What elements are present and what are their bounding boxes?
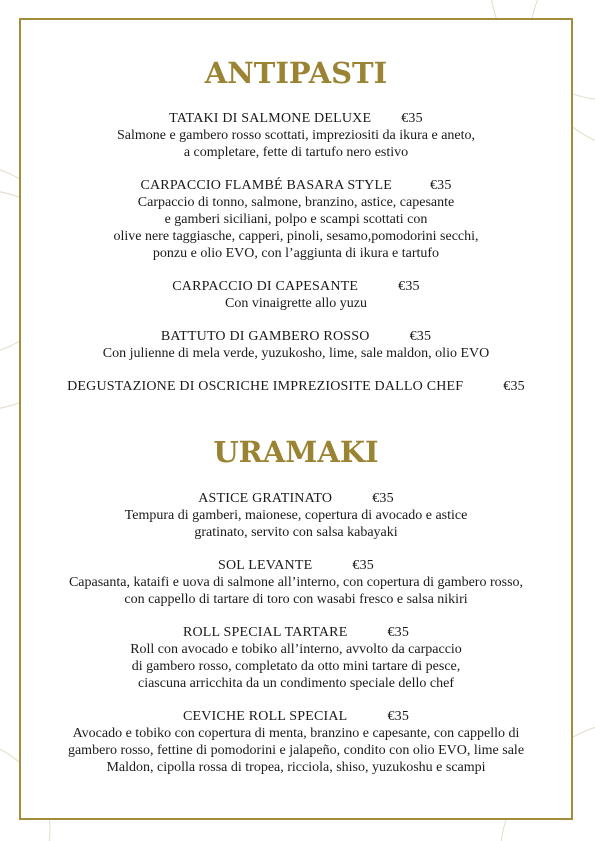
menu-item	[19, 624, 573, 692]
uramaki-list	[19, 490, 573, 792]
item-name: CARPACCIO FLAMBÉ BASARA STYLE	[140, 178, 392, 193]
item-description	[19, 295, 573, 312]
section-title-uramaki: URAMAKI	[213, 435, 379, 469]
desc-line: Roll con avocado e tobiko all’interno, avvolto da carpaccio	[130, 642, 462, 657]
desc-line: Con julienne di mela verde, yuzukosho, lime, sale maldon, olio EVO	[102, 346, 490, 361]
item-description	[19, 194, 573, 262]
desc-line: Maldon, cipolla rossa di tropea, ricciola, shiso, yuzukoshu e scampi	[106, 760, 486, 775]
item-price: €35	[503, 379, 525, 394]
item-description	[19, 345, 573, 362]
desc-line: di gambero rosso, completato da otto mini tartare di pesce,	[131, 659, 461, 674]
item-description	[19, 725, 573, 776]
antipasti-list	[19, 110, 573, 411]
item-header	[19, 708, 573, 725]
item-name: CEVICHE ROLL SPECIAL	[182, 709, 348, 724]
desc-line: con cappello di tartare di toro con wasabi fresco e salsa nikiri	[124, 592, 468, 607]
desc-line: Capasanta, kataifi e uova di salmone all’interno, con copertura di gambero rosso,	[68, 575, 524, 590]
item-header	[19, 624, 573, 641]
item-name: DEGUSTAZIONE DI OSCRICHE IMPREZIOSITE DALLO CHEF	[67, 379, 464, 394]
menu-item	[19, 490, 573, 541]
desc-line: Con vinaigrette allo yuzu	[225, 296, 367, 311]
item-description	[19, 507, 573, 541]
item-header	[19, 110, 573, 127]
item-name: ROLL SPECIAL TARTARE	[182, 625, 348, 640]
section-title-antipasti: ANTIPASTI	[204, 56, 388, 90]
item-price: €35	[387, 625, 410, 640]
item-name: CARPACCIO DI CAPESANTE	[172, 279, 359, 294]
item-description	[19, 574, 573, 608]
desc-line: ciascuna arricchita da un condimento speciale dello chef	[137, 676, 455, 691]
desc-line: ponzu e olio EVO, con l’aggiunta di ikura e tartufo	[152, 246, 440, 261]
menu-item	[19, 557, 573, 608]
item-name: ASTICE GRATINATO	[198, 491, 333, 506]
item-price: €35	[387, 709, 410, 724]
desc-line: a completare, fette di tartufo nero estivo	[183, 145, 409, 160]
item-price: €35	[398, 279, 420, 294]
item-header	[19, 328, 573, 345]
item-description	[19, 127, 573, 161]
item-header	[19, 177, 573, 194]
item-price: €35	[372, 491, 394, 506]
item-header	[19, 378, 573, 395]
item-name: BATTUTO DI GAMBERO ROSSO	[160, 329, 370, 344]
item-price: €35	[401, 111, 423, 126]
item-header	[19, 557, 573, 574]
item-description	[19, 641, 573, 692]
desc-line: e gamberi siciliani, polpo e scampi scottati con	[164, 212, 428, 227]
desc-line: gratinato, servito con salsa kabayaki	[194, 525, 398, 540]
menu-item	[19, 708, 573, 776]
desc-line: Salmone e gambero rosso scottati, impreziositi da ikura e aneto,	[116, 128, 476, 143]
menu-item	[19, 177, 573, 262]
item-price: €35	[409, 329, 432, 344]
item-header	[19, 278, 573, 295]
menu-item	[19, 328, 573, 362]
item-price: €35	[352, 558, 374, 573]
item-name: SOL LEVANTE	[218, 558, 313, 573]
desc-line: Tempura di gamberi, maionese, copertura di avocado e astice	[124, 508, 468, 523]
desc-line: gambero rosso, fettine di pomodorini e jalapeño, condito con olio EVO, lime sale	[67, 743, 525, 758]
item-price: €35	[429, 178, 452, 193]
item-name: TATAKI DI SALMONE DELUXE	[169, 111, 372, 126]
menu-item	[19, 278, 573, 312]
menu-item	[19, 110, 573, 161]
desc-line: olive nere taggiasche, capperi, pinoli, sesamo,pomodorini secchi,	[113, 229, 479, 244]
desc-line: Avocado e tobiko con copertura di menta, branzino e capesante, con cappello di	[72, 726, 520, 741]
item-header	[19, 490, 573, 507]
desc-line: Carpaccio di tonno, salmone, branzino, astice, capesante	[137, 195, 455, 210]
menu-item	[19, 378, 573, 395]
